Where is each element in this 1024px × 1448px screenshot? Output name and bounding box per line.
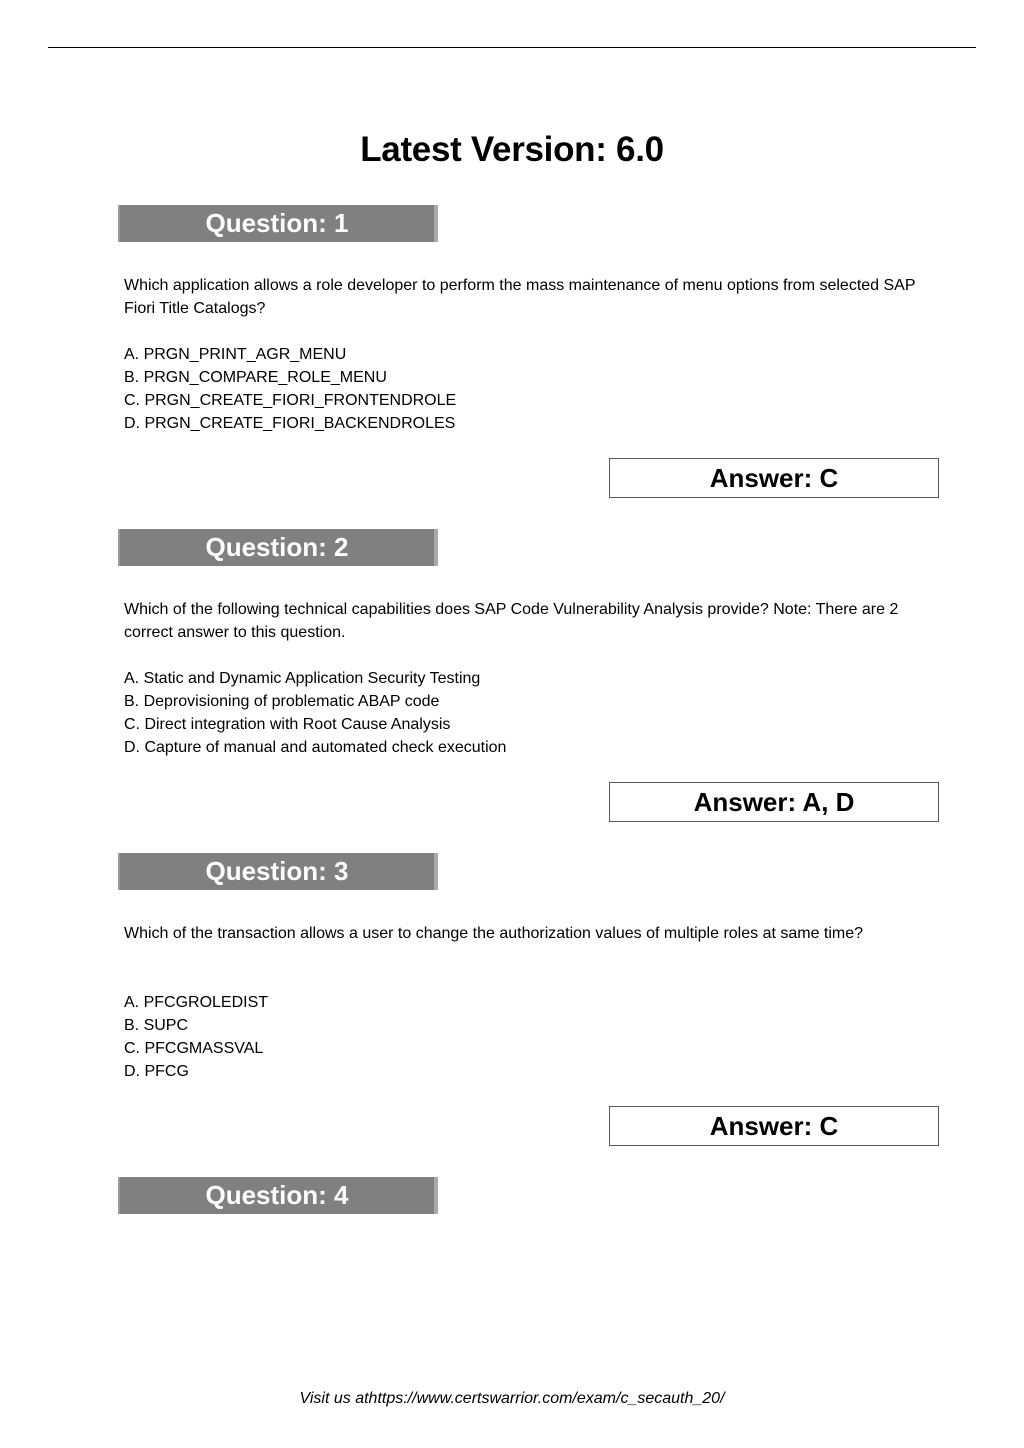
question-2-header: Question: 2 [118, 529, 438, 566]
question-1-text: Which application allows a role developer to perform the mass maintenance of menu options from selected SAP Fiori Title Catalogs? [124, 277, 916, 317]
question-3-options [124, 991, 924, 1083]
question-2-option-a: A. Static and Dynamic Application Security Testing [124, 670, 481, 687]
question-1-option-d: D. PRGN_CREATE_FIORI_BACKENDROLES [124, 415, 456, 432]
footer-visit-link[interactable]: Visit us athttps://www.certswarrior.com/exam/c_secauth_20/ [299, 1390, 725, 1407]
question-3-option-d: D. PFCG [124, 1063, 189, 1080]
question-2-text: Which of the following technical capabilities does SAP Code Vulnerability Analysis provide? Note: There are 2 correct answer to this question. [124, 601, 899, 641]
question-2-option-d: D. Capture of manual and automated check execution [124, 739, 507, 756]
question-3-text: Which of the transaction allows a user to change the authorization values of multiple roles at same time? [124, 925, 864, 942]
question-1-answer: Answer: C [609, 458, 939, 498]
question-3-option-b: B. SUPC [124, 1017, 189, 1034]
question-2-options [124, 667, 924, 759]
question-1-header: Question: 1 [118, 205, 438, 242]
question-3-option-c: C. PFCGMASSVAL [124, 1040, 264, 1057]
question-2-answer: Answer: A, D [609, 782, 939, 822]
question-2-option-b: B. Deprovisioning of problematic ABAP code [124, 693, 440, 710]
question-1-option-a: A. PRGN_PRINT_AGR_MENU [124, 346, 347, 363]
question-4-header: Question: 4 [118, 1177, 438, 1214]
question-1-option-c: C. PRGN_CREATE_FIORI_FRONTENDROLE [124, 392, 457, 409]
page-title: Latest Version: 6.0 [360, 130, 664, 169]
question-2-option-c: C. Direct integration with Root Cause Analysis [124, 716, 451, 733]
question-1-option-b: B. PRGN_COMPARE_ROLE_MENU [124, 369, 387, 386]
top-divider [48, 47, 976, 48]
question-3-answer: Answer: C [609, 1106, 939, 1146]
question-1-options [124, 343, 924, 435]
question-3-option-a: A. PFCGROLEDIST [124, 994, 269, 1011]
question-3-header: Question: 3 [118, 853, 438, 890]
